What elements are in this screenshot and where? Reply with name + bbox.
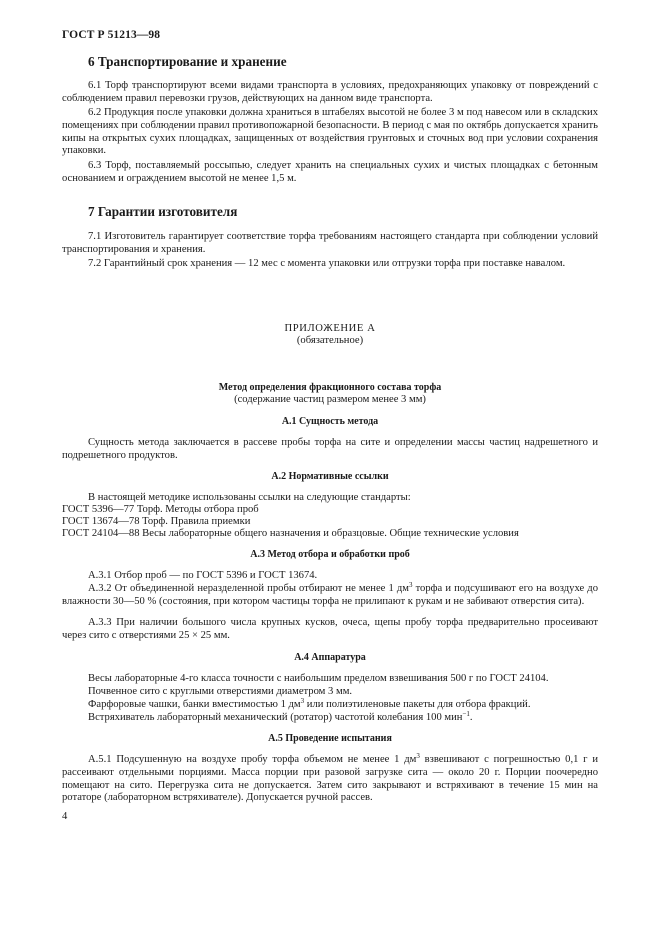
a4-item-3: Фарфоровые чашки, банки вместимостью 1 $дм^3$ или полиэтиленовые пакеты для отбора фракций. [88, 697, 531, 710]
paragraph-6-2: 6.2 Продукция после упаковки должна храниться в штабелях высотой не более 3 м под навесом или в складских помещениях при соблюдении правил противопожарной безопасности. В период с мая по октябрь допускается хранить кипы на открытых сухих площадках, защищенных от воздействия грунтовых и сточных вод при условии сохранения упаковки. [62, 107, 598, 157]
a5-heading: А.5 Проведение испытания [268, 733, 392, 744]
a4-item-4: Встряхиватель лабораторный механический (ротатор) частотой колебания 100 мин$^{-1}$. [88, 710, 473, 723]
paragraph-7-1: 7.1 Изготовитель гарантирует соответствие торфа требованиям настоящего стандарта при соблюдении условий транспортирования и хранения. [62, 231, 598, 255]
a3-paragraph-1: А.3.1 Отбор проб — по ГОСТ 5396 и ГОСТ 13674. [88, 570, 318, 581]
a4-item-1: Весы лабораторные 4-го класса точности с наибольшим пределом взвешивания 500 г по ГОСТ 24104. [88, 673, 549, 684]
document-code-header: ГОСТ Р 51213—98 [62, 29, 161, 41]
a2-reference-2: ГОСТ 13674—78 Торф. Правила приемки [62, 516, 251, 527]
paragraph-6-3: 6.3 Торф, поставляемый россыпью, следует хранить на специальных сухих и чистых площадках с бетонным основанием и ограждением высотой не менее 1,5 м. [62, 160, 598, 184]
paragraph-7-2: 7.2 Гарантийный срок хранения — 12 мес с момента упаковки или отгрузки торфа при поставке навалом. [88, 258, 566, 269]
a2-reference-3: ГОСТ 24104—88 Весы лабораторные общего назначения и образцовые. Общие технические условия [62, 528, 519, 539]
method-title: Метод определения фракционного состава торфа [218, 382, 442, 393]
a4-heading: А.4 Аппаратура [294, 652, 366, 663]
a4-item-2: Почвенное сито с круглыми отверстиями диаметром 3 мм. [88, 686, 353, 697]
a3-paragraph-2: А.3.2 От объединенной неразделенной пробы отбирают не менее 1 $дм^3$ торфа и подсушивают его на воздухе до влажности 30—50 % (состояния, при котором частицы торфа не прилипают к рукам и не забивают отверстия сита). [62, 581, 598, 607]
a3-heading: А.3 Метод отбора и обработки проб [250, 549, 410, 560]
a3-paragraph-3: А.3.3 При наличии большого числа крупных кусков, очеса, щепы пробу торфа предварительно просеивают через сито с отверстиями 25 × 25 мм. [62, 617, 598, 641]
a2-reference-1: ГОСТ 5396—77 Торф. Методы отбора проб [62, 504, 259, 515]
page-number: 4 [62, 811, 68, 822]
section-7-heading: 7 Гарантии изготовителя [88, 204, 238, 219]
a5-paragraph-1: А.5.1 Подсушенную на воздухе пробу торфа объемом не менее 1 $дм^3$ взвешивают с погрешностью 0,1 г и рассеивают отдельными порциями. Масса порции при разовой загрузке сита — около 20 г. Порции поочередно помещают на сито. Перегрузка сита не допускается. Затем сито закрывают и встряхивают в течение 15 мин на ротаторе (лабораторном встряхивателе). Допускается ручной рассев. [62, 752, 598, 804]
a1-paragraph: Сущность метода заключается в рассеве пробы торфа на сите и определении массы частиц надрешетного и подрешетного продуктов. [62, 437, 598, 461]
section-6-heading: 6 Транспортирование и хранение [88, 54, 287, 69]
appendix-status: (обязательное) [296, 335, 364, 346]
a2-intro: В настоящей методике использованы ссылки на следующие стандарты: [88, 492, 411, 503]
a2-heading: А.2 Нормативные ссылки [271, 471, 389, 482]
appendix-title: ПРИЛОЖЕНИЕ А [284, 323, 376, 334]
a1-heading: А.1 Сущность метода [281, 416, 379, 427]
method-subtitle: (содержание частиц размером менее 3 мм) [234, 394, 426, 405]
paragraph-6-1: 6.1 Торф транспортируют всеми видами транспорта в условиях, предохраняющих упаковку от повреждений с соблюдением правил перевозки грузов, действующих на данном виде транспорта. [62, 80, 598, 104]
